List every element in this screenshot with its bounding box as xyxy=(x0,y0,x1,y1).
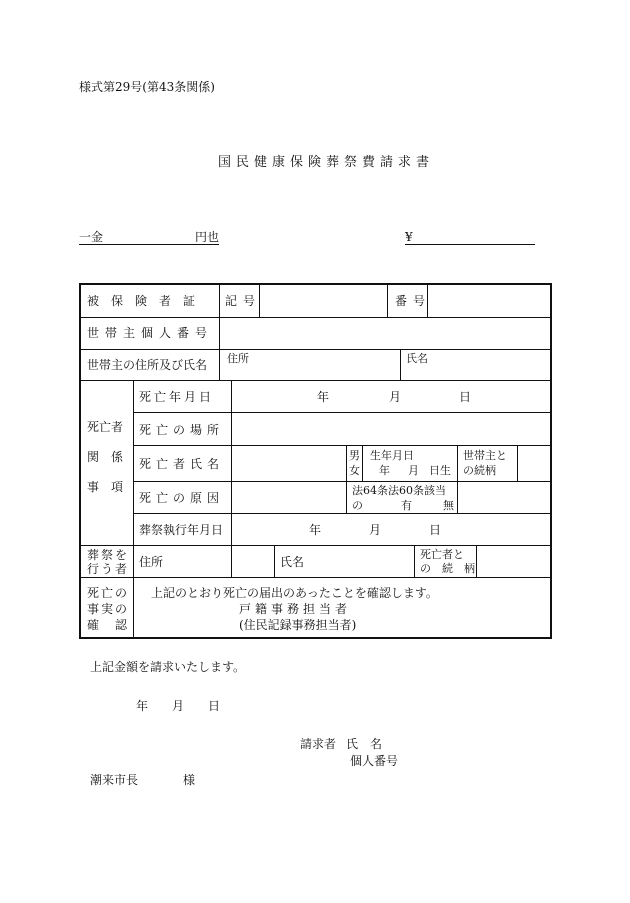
yen-underline xyxy=(405,244,535,245)
performer-address-label: 住所 xyxy=(139,555,164,569)
claimant-personal-number-label: 個人番号 xyxy=(350,754,399,768)
page-title: 国民健康保険葬祭費請求書 xyxy=(218,155,435,170)
relation-to-head-1: 世帯主と xyxy=(463,449,507,462)
law-applicable-label: 法64条法60条該当 xyxy=(352,484,446,497)
birth-date-label: 生年月日 xyxy=(370,449,414,462)
confirmation-label-3: 確 認 xyxy=(87,618,130,632)
request-date-month: 月 xyxy=(172,699,185,713)
funeral-date-year: 年 xyxy=(309,523,322,537)
deceased-name-label: 死亡者氏名 xyxy=(139,457,225,471)
name-label: 氏名 xyxy=(406,352,428,365)
addressee-mayor: 潮来市長 xyxy=(90,773,139,787)
confirmation-label-2: 事実の xyxy=(87,602,130,616)
claim-table xyxy=(79,283,552,639)
confirmation-text: 上記のとおり死亡の届出のあったことを確認します。 xyxy=(151,586,438,600)
cause-of-death-label: 死亡の原因 xyxy=(139,491,225,505)
request-text: 上記金額を請求いたします。 xyxy=(90,660,246,674)
claimant-name-label: 氏 名 xyxy=(346,737,383,751)
address-label: 住所 xyxy=(227,352,249,365)
deceased-group-label-3: 事 項 xyxy=(87,480,124,494)
claimant-label: 請求者 xyxy=(300,737,337,751)
insurance-card-label: 被 保 険 者 証 xyxy=(87,294,196,308)
law-none: 無 xyxy=(443,499,454,512)
funeral-date-month: 月 xyxy=(369,523,382,537)
confirmation-label-1: 死亡の xyxy=(87,586,130,600)
amount-prefix: 一金 xyxy=(79,230,104,244)
law-yes: 有 xyxy=(401,499,412,512)
request-date-year: 年 xyxy=(136,699,149,713)
addressee-honorific: 様 xyxy=(183,773,196,787)
birth-year: 年 xyxy=(379,464,390,477)
funeral-date-day: 日 xyxy=(429,523,442,537)
death-place-label: 死亡の場所 xyxy=(139,423,225,437)
gender-female: 女 xyxy=(349,464,360,477)
deceased-group-label-1: 死亡者 xyxy=(87,420,124,434)
funeral-performer-label-2: 行う者 xyxy=(87,562,130,576)
death-date-year: 年 xyxy=(317,390,330,404)
performer-name-label: 氏名 xyxy=(280,555,305,569)
relation-to-deceased-2: の 続 柄 xyxy=(420,562,475,575)
death-date-label: 死亡年月日 xyxy=(139,390,215,404)
head-address-name-label: 世帯主の住所及び氏名 xyxy=(87,358,208,372)
registry-officer: 戸籍事務担当者 xyxy=(239,602,352,616)
birth-month: 月 xyxy=(408,464,419,477)
deceased-group-label-2: 関 係 xyxy=(87,450,124,464)
death-date-month: 月 xyxy=(389,390,402,404)
amount-suffix: 円也 xyxy=(195,230,220,244)
yen-symbol: ¥ xyxy=(405,230,413,244)
relation-to-deceased-1: 死亡者と xyxy=(420,548,464,561)
amount-underline xyxy=(79,244,219,245)
funeral-performer-label-1: 葬祭を xyxy=(87,548,130,562)
resident-officer: (住民記録事務担当者) xyxy=(239,618,357,632)
symbol-label: 記号 xyxy=(225,294,262,308)
head-personal-number-label: 世帯主個人番号 xyxy=(87,326,214,340)
law-no: の xyxy=(352,499,363,512)
death-date-day: 日 xyxy=(459,390,472,404)
funeral-date-label: 葬祭執行年月日 xyxy=(139,523,224,537)
gender-male: 男 xyxy=(349,449,360,462)
birth-day: 日生 xyxy=(429,464,451,477)
relation-to-head-2: の続柄 xyxy=(463,464,496,477)
number-label: 番号 xyxy=(395,294,432,308)
request-date-day: 日 xyxy=(208,699,221,713)
form-number: 様式第29号(第43条関係) xyxy=(79,80,215,94)
